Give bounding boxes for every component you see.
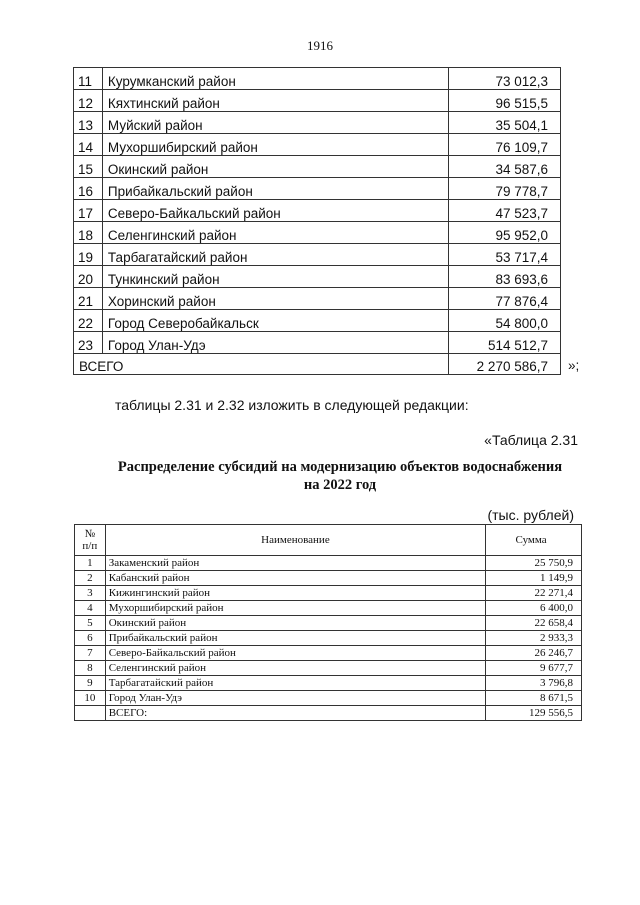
cell-value: 35 504,1 bbox=[448, 112, 560, 134]
cell-num: 10 bbox=[75, 691, 106, 706]
table-row bbox=[75, 646, 582, 661]
header-sum: Сумма bbox=[486, 525, 582, 556]
cell-name: Кяхтинский район bbox=[102, 90, 448, 112]
cell-name: Курумканский район bbox=[102, 68, 448, 90]
heading-line-1: Распределение субсидий на модернизацию объектов водоснабжения bbox=[117, 459, 563, 475]
cell-value: 83 693,6 bbox=[448, 266, 560, 288]
cell-num: 12 bbox=[74, 90, 103, 112]
table-label: «Таблица 2.31 bbox=[484, 432, 578, 448]
cell-name: Город Северобайкальск bbox=[102, 310, 448, 332]
cell-name: Тункинский район bbox=[102, 266, 448, 288]
cell-num: 5 bbox=[75, 616, 106, 631]
cell-num: 6 bbox=[75, 631, 106, 646]
cell-name: Тарбагатайский район bbox=[105, 676, 485, 691]
cell-num: 9 bbox=[75, 676, 106, 691]
table-total-row bbox=[75, 706, 582, 721]
cell-name: Город Улан-Удэ bbox=[102, 332, 448, 354]
table-row bbox=[75, 586, 582, 601]
cell-sum: 1 149,9 bbox=[486, 571, 582, 586]
cell-num: 8 bbox=[75, 661, 106, 676]
units-note: (тыс. рублей) bbox=[487, 507, 574, 523]
cell-num: 14 bbox=[74, 134, 103, 156]
cell-name: Тарбагатайский район bbox=[102, 244, 448, 266]
cell-sum: 6 400,0 bbox=[486, 601, 582, 616]
cell-name: Мухоршибирский район bbox=[105, 601, 485, 616]
amendment-paragraph: таблицы 2.31 и 2.32 изложить в следующей редакции: bbox=[115, 397, 469, 413]
cell-value: 73 012,3 bbox=[448, 68, 560, 90]
cell-name: Мухоршибирский район bbox=[102, 134, 448, 156]
cell-num: 13 bbox=[74, 112, 103, 134]
table-row bbox=[74, 68, 561, 90]
cell-sum: 26 246,7 bbox=[486, 646, 582, 661]
cell-name: Окинский район bbox=[105, 616, 485, 631]
table-row bbox=[74, 200, 561, 222]
header-num-line2: п/п bbox=[82, 540, 98, 552]
header-num-line1: № bbox=[84, 528, 96, 540]
cell-name: Селенгинский район bbox=[105, 661, 485, 676]
cell-num: 2 bbox=[75, 571, 106, 586]
header-name: Наименование bbox=[105, 525, 485, 556]
cell-name: Муйский район bbox=[102, 112, 448, 134]
cell-num: 18 bbox=[74, 222, 103, 244]
cell-num: 22 bbox=[74, 310, 103, 332]
total-num-cell bbox=[75, 706, 106, 721]
table-row bbox=[75, 691, 582, 706]
cell-num: 19 bbox=[74, 244, 103, 266]
table-row bbox=[74, 112, 561, 134]
table-row bbox=[74, 134, 561, 156]
table-total-row bbox=[74, 354, 561, 375]
table-row bbox=[75, 616, 582, 631]
cell-name: Прибайкальский район bbox=[102, 178, 448, 200]
total-value: 2 270 586,7 bbox=[448, 354, 560, 375]
total-sum: 129 556,5 bbox=[486, 706, 582, 721]
cell-value: 53 717,4 bbox=[448, 244, 560, 266]
cell-name: Северо-Байкальский район bbox=[102, 200, 448, 222]
table-row bbox=[74, 156, 561, 178]
cell-num: 3 bbox=[75, 586, 106, 601]
cell-sum: 25 750,9 bbox=[486, 556, 582, 571]
cell-num: 4 bbox=[75, 601, 106, 616]
table-row bbox=[75, 631, 582, 646]
table-row bbox=[74, 90, 561, 112]
table-2-31 bbox=[74, 524, 582, 721]
cell-value: 34 587,6 bbox=[448, 156, 560, 178]
cell-num: 21 bbox=[74, 288, 103, 310]
total-label: ВСЕГО bbox=[74, 354, 449, 375]
cell-num: 16 bbox=[74, 178, 103, 200]
cell-value: 76 109,7 bbox=[448, 134, 560, 156]
cell-name: Город Улан-Удэ bbox=[105, 691, 485, 706]
cell-sum: 3 796,8 bbox=[486, 676, 582, 691]
quote-end-mark: »; bbox=[568, 358, 580, 373]
table-heading bbox=[80, 458, 600, 494]
cell-num: 23 bbox=[74, 332, 103, 354]
cell-value: 54 800,0 bbox=[448, 310, 560, 332]
cell-value: 77 876,4 bbox=[448, 288, 560, 310]
subsidy-table-continued bbox=[73, 67, 561, 375]
cell-value: 79 778,7 bbox=[448, 178, 560, 200]
table-row bbox=[75, 571, 582, 586]
cell-sum: 9 677,7 bbox=[486, 661, 582, 676]
table-row bbox=[75, 556, 582, 571]
table-row bbox=[74, 310, 561, 332]
header-num bbox=[75, 525, 106, 556]
cell-sum: 22 271,4 bbox=[486, 586, 582, 601]
cell-value: 514 512,7 bbox=[448, 332, 560, 354]
cell-num: 11 bbox=[74, 68, 103, 90]
cell-name: Кижингинский район bbox=[105, 586, 485, 601]
cell-name: Хоринский район bbox=[102, 288, 448, 310]
heading-line-2: на 2022 год bbox=[303, 477, 377, 493]
page-number: 1916 bbox=[307, 38, 333, 53]
table-row bbox=[74, 288, 561, 310]
table-row bbox=[75, 661, 582, 676]
cell-num: 17 bbox=[74, 200, 103, 222]
table-row bbox=[74, 244, 561, 266]
table-row bbox=[75, 601, 582, 616]
table-row bbox=[75, 676, 582, 691]
cell-num: 7 bbox=[75, 646, 106, 661]
cell-name: Северо-Байкальский район bbox=[105, 646, 485, 661]
table-row bbox=[74, 332, 561, 354]
cell-name: Прибайкальский район bbox=[105, 631, 485, 646]
cell-value: 47 523,7 bbox=[448, 200, 560, 222]
table-header-row bbox=[75, 525, 582, 556]
cell-name: Селенгинский район bbox=[102, 222, 448, 244]
cell-num: 1 bbox=[75, 556, 106, 571]
table-row bbox=[74, 178, 561, 200]
total-label: ВСЕГО: bbox=[105, 706, 485, 721]
cell-name: Закаменский район bbox=[105, 556, 485, 571]
table-row bbox=[74, 266, 561, 288]
cell-value: 95 952,0 bbox=[448, 222, 560, 244]
cell-name: Окинский район bbox=[102, 156, 448, 178]
cell-sum: 8 671,5 bbox=[486, 691, 582, 706]
cell-name: Кабанский район bbox=[105, 571, 485, 586]
cell-sum: 22 658,4 bbox=[486, 616, 582, 631]
table-row bbox=[74, 222, 561, 244]
cell-num: 15 bbox=[74, 156, 103, 178]
cell-sum: 2 933,3 bbox=[486, 631, 582, 646]
cell-num: 20 bbox=[74, 266, 103, 288]
cell-value: 96 515,5 bbox=[448, 90, 560, 112]
